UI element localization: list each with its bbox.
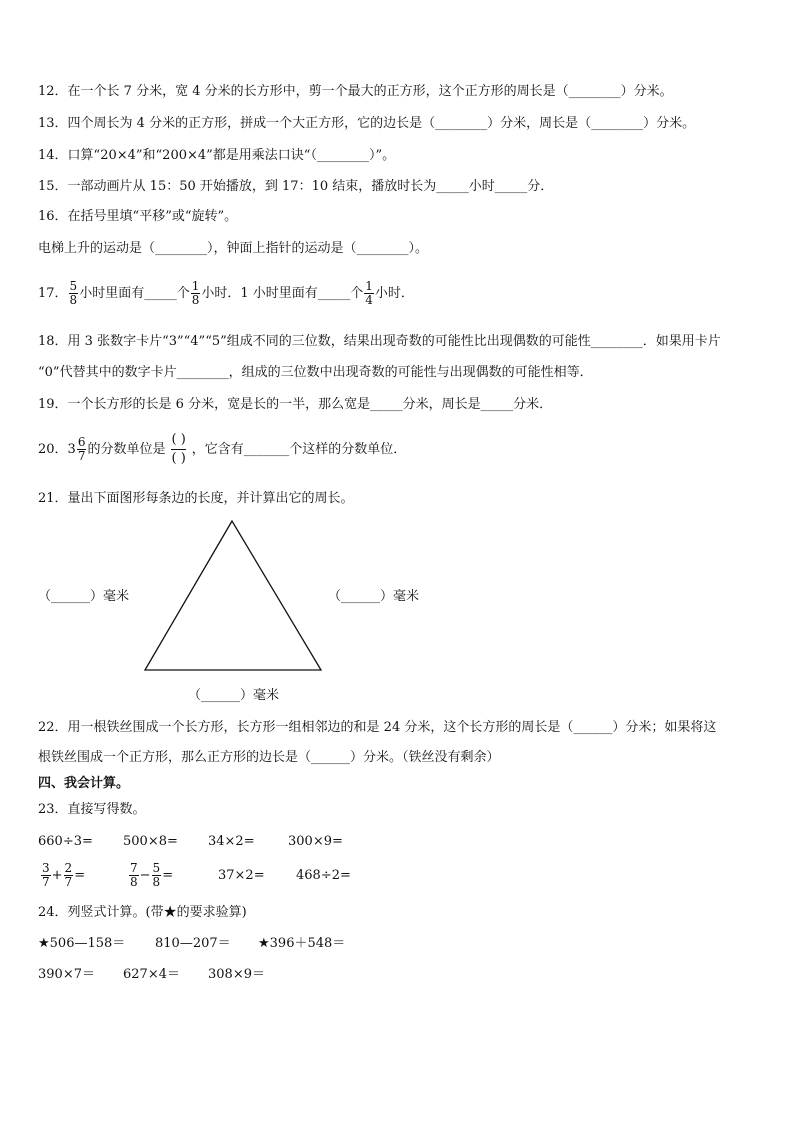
calc-fraction-sub: $\frac{7}{8}$ − $\frac{5}{8}$ =: [130, 861, 174, 889]
vertical-calc-item: 390×7＝: [38, 967, 95, 982]
question-21: 21．量出下面图形每条边的长度，并计算出它的周长。: [38, 491, 354, 506]
calc-item: 34×2=: [208, 834, 255, 849]
question-16-body: 电梯上升的运动是（________），钟面上指针的运动是（________）。: [38, 241, 429, 256]
blank-fraction: $\frac{( )}{( )}$: [171, 432, 186, 466]
vertical-calc-item: ★506—158＝: [38, 936, 126, 951]
question-23: 23．直接写得数。: [38, 802, 146, 817]
triangle-bottom-label: （______）毫米: [188, 688, 280, 703]
question-18-line1: 18．用 3 张数字卡片“3”“4”“5”组成不同的三位数，结果出现奇数的可能性比出现偶数的可能性________．如果用卡片: [38, 334, 721, 349]
question-15: 15．一部动画片从 15：50 开始播放，到 17：10 结束，播放时长为_____小时_____分．: [38, 179, 554, 194]
question-17: 17． $\frac{5}{8}$ 小时里面有_____个 $\frac{1}{8}$ 小时．1 小时里面有_____个 $\frac{1}{4}$ 小时．: [38, 279, 414, 307]
vertical-calc-item: 308×9＝: [208, 967, 265, 982]
fraction: $\frac{1}{4}$: [365, 279, 373, 307]
question-13: 13．四个周长为 4 分米的正方形，拼成一个大正方形，它的边长是（________）分米，周长是（________）分米。: [38, 116, 696, 131]
calc-item: 468÷2=: [296, 868, 351, 883]
question-16-intro: 16．在括号里填“平移”或“旋转”。: [38, 209, 238, 224]
question-24: 24．列竖式计算。(带★的要求验算): [38, 905, 247, 920]
triangle: [145, 521, 321, 670]
triangle-left-label: （______）毫米: [38, 589, 130, 604]
section-4-heading: 四、我会计算。: [38, 776, 130, 791]
question-20: 20．3 $\frac{6}{7}$ 的分数单位是 $\frac{( )}{( )}$ ，它含有_______个这样的分数单位．: [38, 432, 407, 466]
fraction: $\frac{5}{8}$: [69, 279, 78, 307]
question-12: 12．在一个长 7 分米，宽 4 分米的长方形中，剪一个最大的正方形，这个正方形的周长是（________）分米。: [38, 84, 673, 99]
calc-item: 660÷3=: [38, 834, 93, 849]
fraction: $\frac{6}{7}$: [77, 435, 86, 463]
fraction: $\frac{1}{8}$: [191, 279, 200, 307]
question-22-line1: 22．用一根铁丝围成一个长方形，长方形一组相邻边的和是 24 分米，这个长方形的周长是（______）分米；如果将这: [38, 720, 717, 735]
vertical-calc-item: ★396＋548＝: [258, 936, 346, 951]
question-22-line2: 根铁丝围成一个正方形，那么正方形的边长是（______）分米。（铁丝没有剩余）: [38, 750, 500, 765]
question-18-line2: “0”代替其中的数字卡片________，组成的三位数中出现奇数的可能性与出现偶数的可能性相等．: [38, 365, 593, 380]
calc-item: 37×2=: [218, 868, 265, 883]
question-14: 14．口算“20×4”和“200×4”都是用乘法口诀“（________）”。: [38, 148, 396, 163]
question-19: 19．一个长方形的长是 6 分米，宽是长的一半，那么宽是_____分米，周长是_____分米．: [38, 397, 553, 412]
vertical-calc-item: 627×4＝: [123, 967, 180, 982]
vertical-calc-item: 810—207＝: [155, 936, 231, 951]
calc-item: 300×9=: [288, 834, 343, 849]
calc-item: 500×8=: [123, 834, 178, 849]
calc-fraction-add: $\frac{3}{7}$ + $\frac{2}{7}$ =: [42, 861, 86, 889]
triangle-right-label: （______）毫米: [328, 589, 420, 604]
